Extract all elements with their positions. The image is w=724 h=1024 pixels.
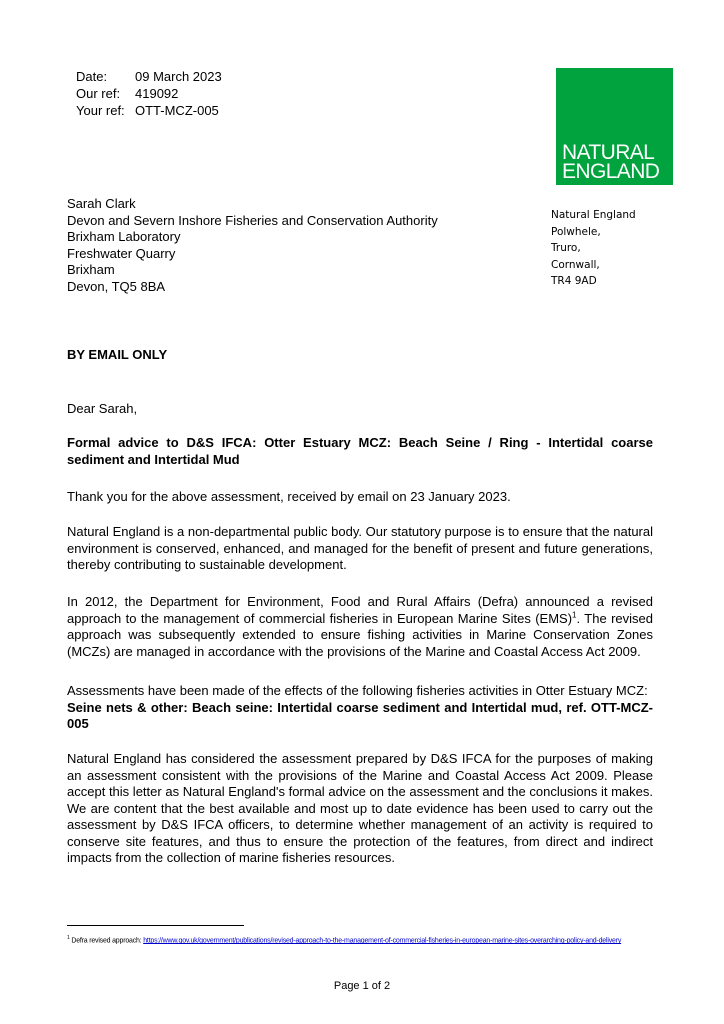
footnote-number: 1 <box>67 935 70 941</box>
footnote-link[interactable]: https://www.gov.uk/government/publications/revised-approach-to-the-management-of-commercial-fisheries-in-european-marine-sites-overarching-policy-and-delivery <box>143 937 622 945</box>
our-ref-row <box>76 85 222 102</box>
delivery-note: BY EMAIL ONLY <box>67 347 168 362</box>
paragraph-formal-advice: Natural England has considered the assessment prepared by D&S IFCA for the purposes of making an assessment consistent with the provisions of the Marine and Coastal Access Act 2009. Please accept this letter as Natural England's formal advice on the assessment and the conclusions it makes. We are content that the best available and most up to date evidence has been used to carry out the assessment by D&S IFCA officers, to determine whether management of an activity is required to conserve site features, and thus to ensure the protection of the features, from direct and indirect impacts from the collection of marine fisheries resources. <box>67 751 653 865</box>
sender-address-line: Natural England <box>551 209 636 221</box>
paragraph-acknowledgement: Thank you for the above assessment, received by email on 23 January 2023. <box>67 489 511 504</box>
footnote <box>67 933 657 946</box>
recipient-address-line: Freshwater Quarry <box>67 245 176 261</box>
paragraph-revised-approach-start: In 2012, the Department for Environment, Food and Rural Affairs (Defra) announced a revised approach to the management of commercial fisheries in European Marine Sites (EMS) <box>67 594 653 626</box>
recipient-address-line: Devon, TQ5 8BA <box>67 278 166 294</box>
our-ref-value: 419092 <box>135 86 179 101</box>
your-ref-label: Your ref: <box>76 103 125 118</box>
paragraph-statutory-purpose: Natural England is a non-departmental public body. Our statutory purpose is to ensure that the natural environment is conserved, enhanced, and managed for the benefit of present and future generations, thereby contributing to sustainable development. <box>67 524 653 572</box>
date-value: 09 March 2023 <box>135 69 222 84</box>
your-ref-row <box>76 102 222 119</box>
sender-address <box>551 207 636 290</box>
date-label: Date: <box>76 69 108 84</box>
date-row <box>76 68 222 85</box>
recipient-address-line: Devon and Severn Inshore Fisheries and Conservation Authority <box>67 212 438 228</box>
recipient-address <box>67 196 438 295</box>
footnote-label: Defra revised approach: <box>71 937 142 945</box>
sender-address-line: Truro, <box>551 242 581 254</box>
natural-england-logo <box>556 68 673 185</box>
paragraph-revised-approach <box>67 594 653 660</box>
footnote-divider <box>67 925 244 926</box>
paragraph-assessments <box>67 683 653 733</box>
logo-line-1: NATURAL <box>562 141 655 164</box>
recipient-address-line: Sarah Clark <box>67 196 136 211</box>
sender-address-line: Cornwall, <box>551 258 600 271</box>
footnote-reference: 1 <box>572 610 577 620</box>
recipient-address-line: Brixham Laboratory <box>67 229 181 244</box>
reference-block <box>76 68 222 119</box>
subject-line: Formal advice to D&S IFCA: Otter Estuary MCZ: Beach Seine / Ring - Intertidal coarse sediment and Intertidal Mud <box>67 435 653 467</box>
recipient-address-line: Brixham <box>67 262 115 277</box>
page-number: Page 1 of 2 <box>333 980 391 992</box>
logo-line-2: ENGLAND <box>562 160 660 183</box>
assessments-activity: Seine nets & other: Beach seine: Intertidal coarse sediment and Intertidal mud, ref. OTT-MCZ-005 <box>67 699 653 731</box>
sender-address-line: Polwhele, <box>551 225 601 238</box>
paragraph-revised-approach-end: . The revised approach was subsequently extended to ensure fishing activities in Marine Conservation Zones (MCZs) are managed in accordance with the provisions of the Marine and Coastal Access Act 2009. <box>67 610 653 659</box>
sender-address-line: TR4 9AD <box>551 275 597 287</box>
assessments-intro: Assessments have been made of the effects of the following fisheries activities in Otter Estuary MCZ: <box>67 683 648 698</box>
salutation: Dear Sarah, <box>67 401 138 416</box>
our-ref-label: Our ref: <box>76 86 121 101</box>
your-ref-value: OTT-MCZ-005 <box>135 103 219 118</box>
